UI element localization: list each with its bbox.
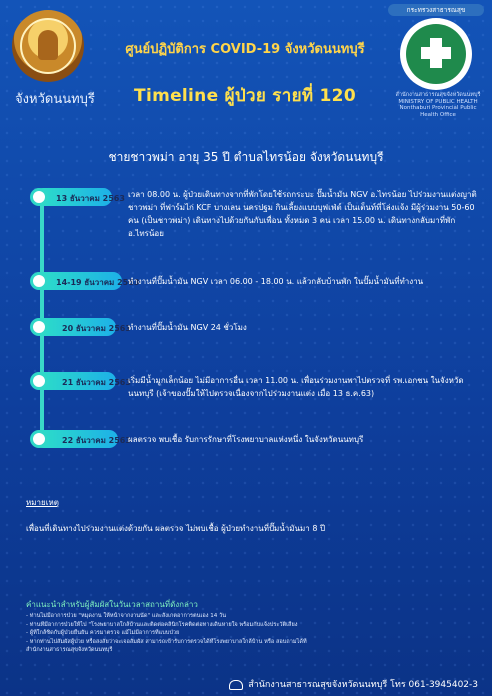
phone-icon bbox=[229, 680, 243, 690]
note-heading: หมายเหตุ bbox=[26, 498, 59, 507]
advice-item: - ท่านที่มีอาการป่วยให้ไป "โรงพยาบาลใกล้บ้านและติดต่อคลินิกโรคติดต่อทางเดินหายใจ พร้อมกับแจ้งประวัติเสี่ยง bbox=[26, 621, 298, 628]
case-title: ชายชาวพม่า อายุ 35 ปี ตำบลไทรน้อย จังหวัดนนทบุรี bbox=[108, 150, 384, 164]
province-caption: จังหวัดนนทบุรี bbox=[15, 92, 95, 107]
timeline-text: เริ่มมีน้ำมูกเล็กน้อย ไม่มีอาการอื่น เวลา 11.00 น. เพื่อนร่วมงานพาไปตรวจที่ รพ.เอกชน ในจังหวัดนนทบุรี (เจ้าของปั๊มให้ไปตรวจเนื่องจากไปร่วมงานแต่ง เมื่อ 13 ธ.ค.63) bbox=[128, 376, 464, 398]
note-text: เพื่อนที่เดินทางไปร่วมงานแต่งด้วยกัน ผลตรวจ ไม่พบเชื้อ ผู้ป่วยทำงานที่ปั๊มน้ำมันมา 8 ปี bbox=[26, 524, 326, 533]
timeline-text: เวลา 08.00 น. ผู้ป่วยเดินทางจากที่พักโดยใช้รถกระบะ ปั๊มน้ำมัน NGV อ.ไทรน้อย ไปร่วมงานแต่งญาติชาวพม่า ที่ฟาร์มไก่ KCF บางเลน นครปฐม กินเลี้ยงแบบบุฟเฟ่ต์ เป็นเต็นท์ที่โล่งแจ้ง มีผู้ร่วมงาน 50-60 คน (เป็นชาวพม่า) เดินทางไปด้วยกันกับเพื่อน ทั้งหมด 3 คน เวลา 15.00 น. เดินทางกลับมาที่พัก อ.ไทรน้อย bbox=[128, 190, 477, 238]
timeline-date: 14-19 ธันวาคม 2563 bbox=[56, 278, 140, 287]
timeline-text: ทำงานที่ปั๊มน้ำมัน NGV เวลา 06.00 - 18.00 น. แล้วกลับบ้านพัก ในปั๊มน้ำมันที่ทำงาน bbox=[128, 277, 424, 286]
moph-logo bbox=[400, 18, 472, 90]
timeline-title: Timeline ผู้ป่วย รายที่ 120 bbox=[134, 86, 356, 106]
timeline-date: 21 ธันวาคม 2563 bbox=[62, 378, 131, 387]
timeline-text: ผลตรวจ พบเชื้อ รับการรักษาที่โรงพยาบาลแห่งหนึ่ง ในจังหวัดนนทบุรี bbox=[128, 435, 364, 444]
advice-item: - ท่านไม่มีอาการป่วย "หมุดงาน ให้หน้าจากงานนัด" และสังเกตอาการตนเอง 14 วัน bbox=[26, 613, 227, 619]
timeline-dot bbox=[30, 430, 48, 448]
moph-logo-subtitle: สำนักงานสาธารณสุขจังหวัดนนทบุรี MINISTRY OF PUBLIC HEALTH Nonthaburi Provincial Public Health Office bbox=[395, 92, 481, 118]
nonthaburi-seal-logo bbox=[12, 10, 84, 82]
moph-logo-label: กระทรวงสาธารณสุข bbox=[388, 4, 484, 16]
footer-contact bbox=[229, 677, 478, 691]
timeline-dot bbox=[30, 318, 48, 336]
timeline-dot bbox=[30, 188, 48, 206]
timeline-dot bbox=[30, 272, 48, 290]
timeline-date: 22 ธันวาคม 2563 bbox=[62, 436, 131, 445]
timeline-date: 20 ธันวาคม 2563 bbox=[62, 324, 131, 333]
timeline-line bbox=[40, 192, 44, 438]
timeline-dot bbox=[30, 372, 48, 390]
advice-item: สำนักงานสาธารณสุขจังหวัดนนทบุรี bbox=[26, 647, 113, 654]
timeline-date: 13 ธันวาคม 2563 bbox=[56, 194, 125, 203]
advice-item: - ผู้ที่ใกล้ชิดกับผู้ป่วยยืนยัน ควรมาตรวจ แม้ไม่มีอาการที่แบบป่วย bbox=[26, 630, 180, 637]
center-title: ศูนย์ปฏิบัติการ COVID-19 จังหวัดนนทบุรี bbox=[125, 42, 365, 57]
advice-list bbox=[26, 612, 466, 655]
footer-text: สำนักงานสาธารณสุขจังหวัดนนทบุรี โทร 061-3945402-3 bbox=[248, 680, 478, 690]
timeline-text: ทำงานที่ปั๊มน้ำมัน NGV 24 ชั่วโมง bbox=[128, 323, 247, 332]
advice-heading: คำแนะนำสำหรับผู้สัมผัสในวันเวลาสถานที่ดังกล่าว bbox=[26, 600, 198, 609]
advice-item: - หากท่านไปสัมผัสผู้ป่วย หรือสงสัยว่าจะเจอสัมผัส สามารถเข้ารับการตรวจได้ที่โรงพยาบาลใกล้บ้าน หรือ สอบถามได้ที่ bbox=[26, 638, 307, 645]
